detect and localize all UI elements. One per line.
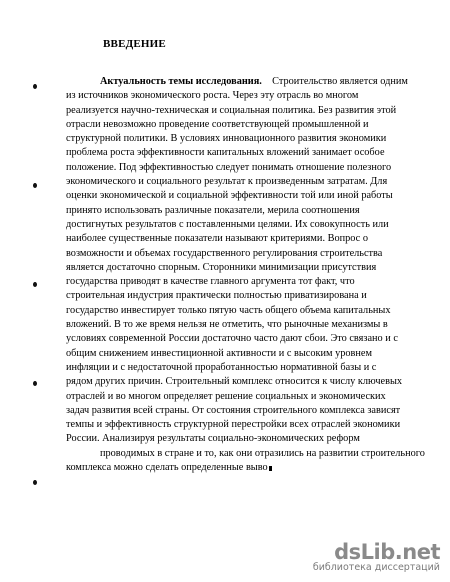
text-line-26: России. Анализируя результаты социально-экономических реформ [66,433,360,445]
scan-mark [33,84,37,89]
text-line-6: проблема роста эффективности капитальных вложений занимает особое [66,147,385,159]
text-line-7: положение. Под эффективностью следует понимать отношение полезного [66,161,392,173]
text-line-15: государства приводят в качестве главного аргумента тот факт, что [66,276,355,288]
text-line-11: достигнутых результатов с поставленными целями. Их совокупность или [66,218,389,230]
text-line-1: Актуальность темы исследования. Строительство является одним [100,76,408,87]
text-line-4: отрасли невозможно проведение соответствующей промышленной и [66,118,369,130]
text-line-8: экономического и социального результат к произведенным затратам. Для [66,176,388,188]
text-line-16: строительная индустрия практически полностью приватизирована и [66,290,367,302]
text-line-23: отраслей и во многом определяет решение социальных и экономических [66,390,386,402]
cursor-mark [269,466,272,471]
document-body [66,75,425,475]
text-line-9: оценки экономической и социальной эффективности той или иной работы [66,190,393,202]
lead-heading: Актуальность темы исследования. [100,76,262,87]
text-line-19: условиях современной России достаточно часто дают сбои. Это связано и с [66,333,398,345]
text-line-27: проводимых в стране и то, как они отразились на развитии строительного [100,447,425,459]
text-line-18: вложений. В то же время нельзя не отметить, что рыночные механизмы в [66,319,388,331]
watermark-subtitle: библиотека диссертаций [312,562,440,573]
text-line-20: общим снижением инвестиционной активности и с высоким уровнем [66,347,373,359]
text-line-17: государство инвестирует только пятую часть общего объема капитальных [66,304,391,316]
text-line-13: возможности и объемах государственного регулирования строительства [66,247,383,259]
text-line-2: из источников экономического роста. Через эту отрасль во многом [66,90,359,102]
watermark-logo: dsLib.net [334,540,440,564]
text-line-5: структурной политики. В условиях инновационного развития экономики [66,133,387,145]
text-line-24: задач развития всей страны. От состояния строительного комплекса зависят [66,404,401,416]
text-line-22: рядом других причин. Строительный комплекс относится к числу ключевых [66,376,403,388]
watermark [312,540,440,574]
text-line-28: комплекса можно сделать определенные выво [66,461,411,475]
text-line-3: реализуется научно-техническая и социальная политика. Без развития этой [66,104,397,116]
scan-mark [33,282,37,287]
page-heading: ВВЕДЕНИЕ [103,38,166,50]
scan-mark [33,183,37,188]
text-line-12: наиболее существенные показатели называют критериями. Вопрос о [66,233,368,245]
text-line-10: принято использовать различные показатели, мерила соотношения [66,204,360,216]
scan-mark [33,480,37,485]
text-line-14: является достаточно спорным. Сторонники минимизации присутствия [66,261,377,273]
text-line-21: инфляции и с недостаточной проработанностью нормативной базы и с [66,361,377,373]
text-line-25: темпы и эффективность структурной перестройки всех отраслей экономики [66,419,401,431]
scan-mark [33,381,37,386]
